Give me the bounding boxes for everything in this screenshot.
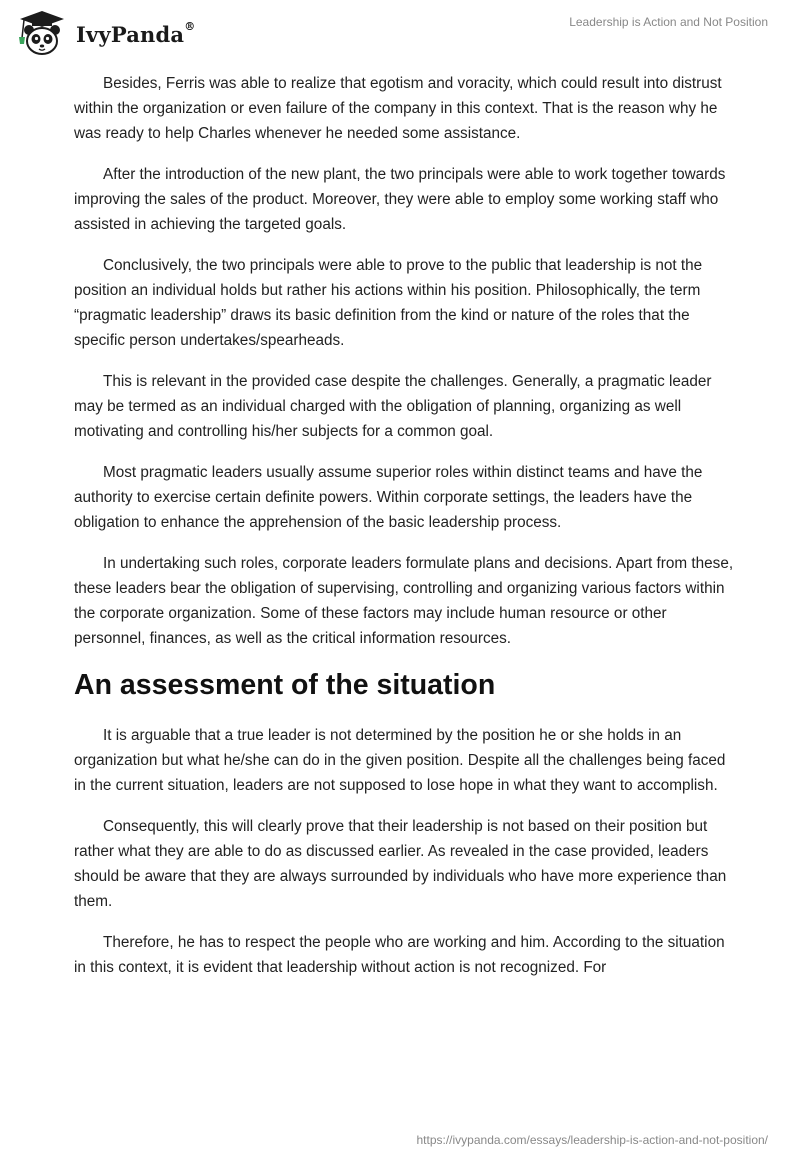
- paragraph: In undertaking such roles, corporate leaders formulate plans and decisions. Apart from these, these leaders bear the obligation of supervising, controlling and organizing various factors within the corporate organization. Some of these factors may include human resource or other personnel, finances, as well as the critical information resources.: [74, 555, 734, 647]
- brand-logo[interactable]: [14, 8, 195, 60]
- brand-name: IvyPanda®: [76, 19, 196, 47]
- paragraph: After the introduction of the new plant, the two principals were able to work together towards improving the sales of the product. Moreover, they were able to employ some working staff who assisted in achieving the targeted goals.: [74, 166, 726, 233]
- panda-mascot-icon: [14, 8, 70, 60]
- source-url[interactable]: https://ivypanda.com/essays/leadership-is-action-and-not-position/: [416, 1133, 768, 1147]
- paragraph: Conclusively, the two principals were able to prove to the public that leadership is not the position an individual holds but rather his actions within his position. Philosophically, the term “pragmatic leadership” draws its basic definition from the kind or nature of the roles that the specific person undertakes/spearheads.: [74, 257, 703, 349]
- paragraph: It is arguable that a true leader is not determined by the position he or she holds in an organization but what he/she can do in the given position. Despite all the challenges being faced in the current situation, leaders are not supposed to lose hope in what they want to accomplish.: [74, 727, 726, 794]
- paragraph: Therefore, he has to respect the people who are working and him. According to the situation in this context, it is evident that leadership without action is not recognized. For: [74, 934, 725, 976]
- paragraph: This is relevant in the provided case despite the challenges. Generally, a pragmatic leader may be termed as an individual charged with the obligation of planning, organizing as well motivating and controlling his/her subjects for a common goal.: [74, 373, 712, 440]
- paragraph: Most pragmatic leaders usually assume superior roles within distinct teams and have the authority to exercise certain definite powers. Within corporate settings, the leaders have the obligation to enhance the apprehension of the basic leadership process.: [74, 464, 703, 531]
- document-title: Leadership is Action and Not Position: [569, 15, 768, 29]
- paragraph: Consequently, this will clearly prove that their leadership is not based on their position but rather what they are able to do as discussed earlier. As revealed in the case provided, leaders should be aware that they are always surrounded by individuals who have more experience than them.: [74, 818, 727, 910]
- page-header: [0, 0, 800, 70]
- paragraph: Besides, Ferris was able to realize that egotism and voracity, which could result into distrust within the organization or even failure of the company in this context. That is the reason why he was ready to help Charles whenever he needed some assistance.: [74, 75, 722, 142]
- essay-body: [74, 71, 734, 996]
- section-heading: An assessment of the situation: [74, 669, 496, 701]
